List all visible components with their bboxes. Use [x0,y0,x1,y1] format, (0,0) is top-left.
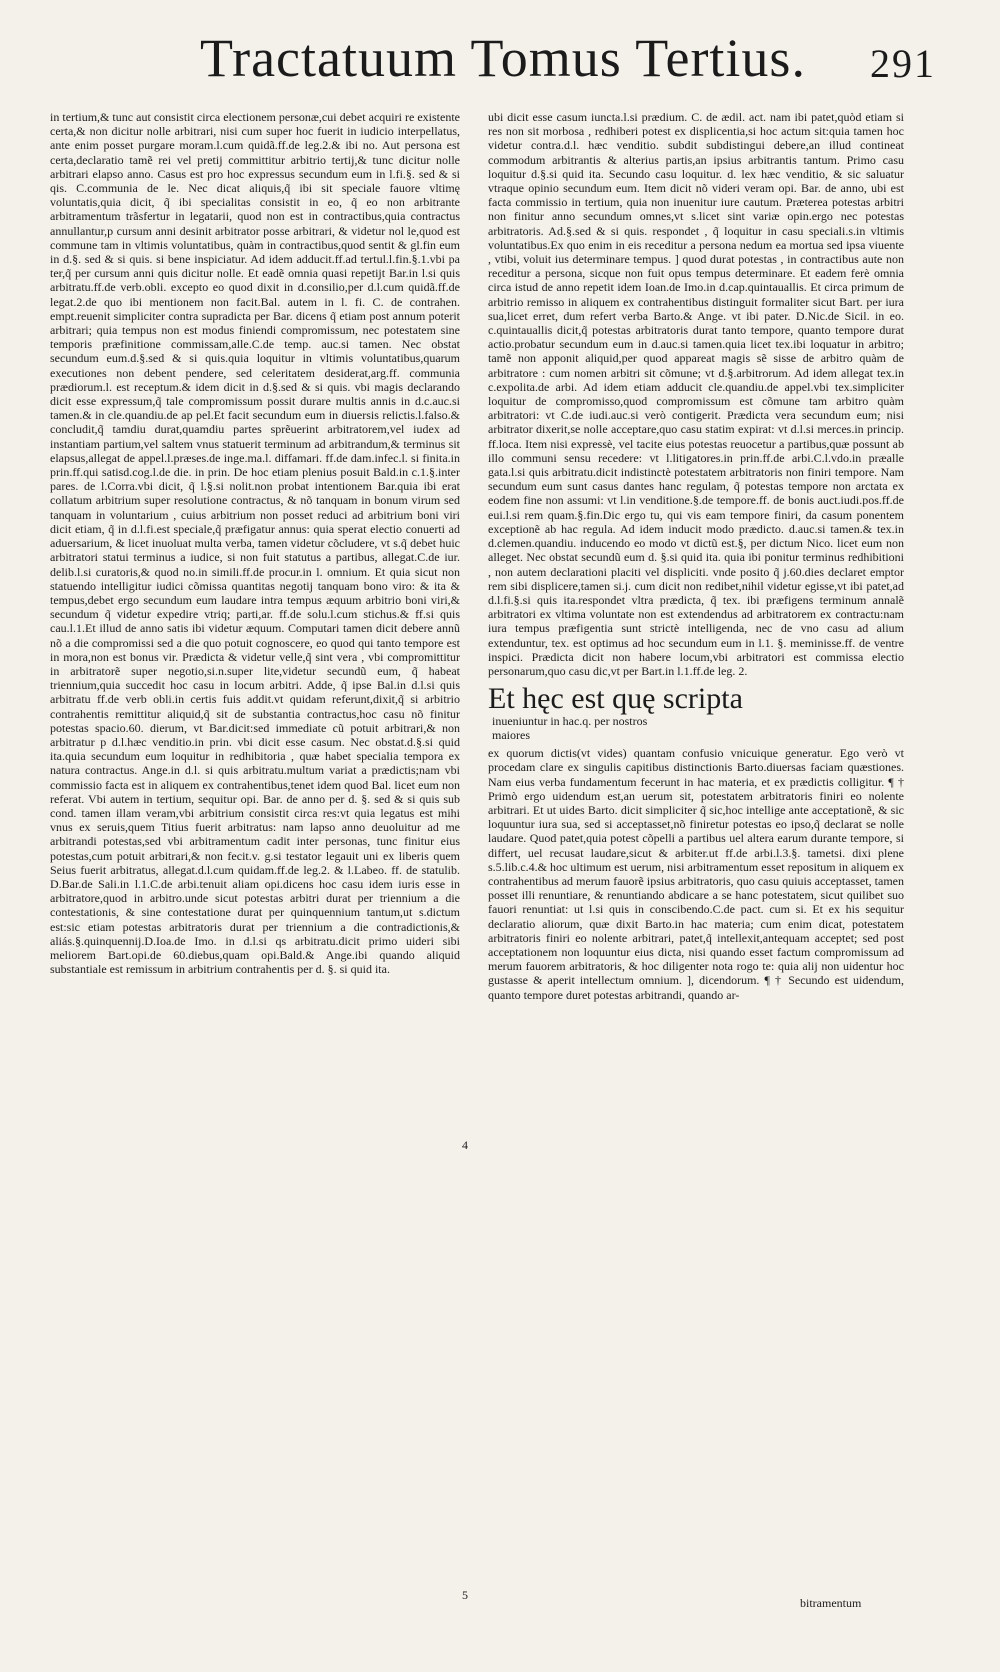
right-column-text-after: ex quorum dictis(vt vides) quantam confusio vnicuique generatur. Ego verò vt procedam clare ex singulis capitibus distinctionis Barto.diuersas faciam quæstiones. Nam eius verba fundamentum fecerunt in hac materia, et ex prædictis colligitur. ¶ † Primò ergo uidendum est,an uerum sit, potestatem arbitratoris finiri eo nolente arbitrari. Et ut uides Barto. dicit simpliciter q̃ sic,hoc intellige ante acceptationẽ, & sic loquuntur iura sua, sed si acceptasset,nõ finiretur potestas eo ipso,q̃ declarat se nolle laudare. Quod patet,quia potest cõpelli a partibus uel altera earum durante tempore, si differt, uel recusat laudare,sicut & arbiter.ut ff.de arbi.l.3.§. tametsi. dixi plene s.5.lib.c.4.& hoc ultimum est uerum, nisi arbitramentum esset repositum in aliquem ex contrahentibus ad merum fauorẽ ipsius arbitratoris, quo casu quiuis acceptasset, tamen posset illi renuntiare, & renuntiando abdicare a se hanc potestatem, sicut quilibet suo fauori renuntiat: ut l.si quis in conscibendo.C.de pact. cum si. Et ex his sequitur declaratio aliorum, quæ dixit Barto.in hac materia; cum enim dicat, potestatem arbitratoris finiri eo nolente arbitrari, patet,q̃ intellexit,antequam acceptet; sed post acceptationem non loquuntur eius dicta, nisi quando esset factum compromissum ad merum fauorem arbitratoris, & hoc diligenter nota rogo te: quia alij non uidentur hoc gustasse & aperit intellectum omnium. ], dicendorum. ¶ † Secundo est uidendum, quanto tempore duret potestas arbitrandi, quando ar- [488,746,904,1002]
running-title: Tractatuum Tomus Tertius. [200,28,806,88]
page-header [0,0,1000,100]
right-column [488,110,904,1600]
right-column-text-before: ubi dicit esse casum iuncta.l.si prædium. C. de ædil. act. nam ibi patet,quòd etiam si res non sit morbosa , redhiberi potest ex displicentia,si hoc actum sit:quia tamen hoc videtur contra.d.l. hæc venditio. subdit subdistingui debere,an illud contineat commodum arbitrantis & alterius partis,an ipsius arbitrantis tantum. Primo casu loquitur d.§.si quid ita. Secundo casu loquitur. d. lex hæc venditio, & sic saluatur vtraque opinio secundum eum. Item dicit nõ videri veram opi. Bar. de anno, ubi est facta commissio in tertium, quia non inuenitur iure cautum. Præterea potestas arbitri non finitur anno secundum omnes,vt s.licet sint variæ opin.ergo nec potestas arbitratoris. Ad.§.sed & si quis. respondet , q̃ loquitur in casu speciali.s.in vltimis voluntatibus.Ex quo enim in eis receditur a persona nedum ea mortua sed ipsa viuente , vtibi, voluit ius determinare tempus. ] quod durat potestas , in contractibus aute non receditur a persona, sicque non fuit opus tempus determinare. Et eadem ferè omnia circa istud de anno repetit idem Ioan.de Imo.in d.cap.quintauallis. Et circa primum de arbitrio remisso in aliquem ex contrahentibus distinguit formaliter sicut Bart. per iura sua,licet erret, dum refert verba Barto.& Ange. vt ibi pater. D.Nic.de Sicil. in eo. c.quintauallis dicit,q̃ potestas arbitratoris durat tanto tempore, quanto tempore durat actio.probatur secundum eum in d.auc.si tamen.quia licet tex.ibi loquatur in arbitro; tamẽ non apponit aliquid,per quod appareat magis sẽ sisse de arbitro quàm de arbitratore : cum nomen arbitri sit cõmune; vt d.§.arbitrorum. Ad idem allegat tex.in c.expolita.de arbi. Ad idem etiam adducit cle.quandiu.de appel.vbi tex.simpliciter loquitur de compromisso,quod compromissum est cõmune tam arbitro quàm arbitratori: vt C.de iudi.auc.si verò contigerit. Prædicta vera secundum eum; nisi arbitrator dixerit,se nolle acceptare,quo casu statim expirat: vt d.l.si merces.in princip. ff.loca. Item nisi expressè, vel tacite eius potestas reuocetur a partibus,quæ possunt ab illo communi sensu recedere: vt l.litigatores.in prin.ff.de arbi.C.l.vdo.in præalle gata.l.si quis arbitratu.dicit indistinctè potestatem arbitratoris non finiri tempore. Nam secundum eum sunt casus dantes hanc regulam, q̃ potestas tempore non arctata ex eodem fine non assumi: vt l.in venditione.§.de tempore.ff. de bonis auct.iudi.pos.ff.de eui.l.si rem quam.§.fin.Dic ergo tu, qui vis eam tempore finiri, da casum ponentem exceptionẽ ab hac regula. Ad idem inducit modo prædicto. d.auc.si tamen.& tex.in d.clemen.quandiu. inducendo eo modo vt dictũ est.§, per dictum Nico. licet eum non alleget. Nec obstat secundũ eum d. §.si quid ita. quia ibi ponitur terminus redhibitioni , non autem declarationi placiti vel displiciti. vnde posito q̃ j.60.dies declaret emptor rem sibi displicere,tamen si.j. cum dicit non redibet,nihil videtur egisse,vt ibi patet,ad d.l.fi.§.si quis ita.respondet vltra prædicta, q̃ tex. ibi præfigens terminum annalẽ arbitratori ex vltima voluntate non est extendendus ad arbitratorem ex contractu:nam iura tempus præfigentia sunt strictè intelligenda, nec de vno casu ad alium extenduntur, tex. est optimus ad hoc secundum eum in l.1. §. meminisse.ff. de ventre inspici. Prædicta dicit non habere locum,vbi arbitratori est commissa electio personarum,quo casu dic,vt per Bart.in l.1.ff.de leg. 2. [488,110,904,678]
margin-number-5: 5 [462,1588,468,1602]
section-heading [488,684,904,744]
section-heading-tail: inueniuntur in hac.q. per nostros maiores [492,714,648,743]
left-column [50,110,460,1600]
margin-number-4: 4 [462,1138,468,1152]
folio-number: 291 [870,41,936,86]
catchword: bitramentum [800,1596,862,1610]
section-heading-large: Et hęc est quę scripta [488,682,743,716]
left-column-text: in tertium,& tunc aut consistit circa electionem personæ,cui debet acquiri re existente certa,& non dicitur nolle arbitrari, nisi cum super hoc fuerit in iudicio interpellatus, ante enim posset purgare moram.l.cum quidã.ff.de leg.2.& ibi no. Aut persona est certa,declaratio tamẽ rei vel pretij committitur arbitrio tertij,& tunc dicitur nolle arbitrari elapso anno. Casus est pro hoc expressus secundum eum in l.fi.§. sed & si qis. C.communia de le. Nec dicat aliquis,q̃ ibi sit speciale fauore vltimę voluntatis,quia dicit, q̃ ibi specialitas consistit in eo, q̃ eo non arbitrante arbitramentum trãsfertur in legatarii, quod non est in contractibus,quia contractus annullantur,p cursum anni desinit arbitrator posse arbitrari, & videtur nol le,quod est commune tam in vltimis voluntatibus, quàm in contractibus,quod sentit & gl.fin eum in d.§. sed & si quis. si bene inspiciatur. Ad idem adducit.ff.ad tertul.l.fin.§.1.vbi pa ter,q̃ per cursum anni quis dicitur nolle. Et eadẽ omnia quasi repetijt Bar.in l.si quis arbitratu.ff.de verb.obli. excepto eo quod dixit in d.consilio,per d.l.cum quidã.ff.de legat.2.de quo ibi mentionem non facit.Bal. autem in l. fi. C. de contrahen. empt.reuenit simpliciter contra supradicta per Bar. dicens q̃ etiam post annum poterit arbitrari; quia tempus non est modus finiendi compromissum, nec potestatem sine temporis præfinitione commissam,alle.C.de temp. auc.si tamen. Nec obstat secundum eum.d.§.sed & si quis.quia loquitur in vltimis voluntatibus,quarum executiones non debent pendere, sed celeritatem desiderat,arg.ff. communia prædiorum.l. est receptum.& idem dicit in d.§.sed & si quis. vbi magis declarando dicit esse expressum,q̃ tale compromissum possit durare multis annis in d.c.auc.si tamen.& in cle.quandiu.de ap pel.Et facit secundum eum in diuersis relictis.l.falso.& concludit,q̃ tamdiu durat,quamdiu partes sprẽuerint arbitratorem,vel iudex ad instantiam partium,vel saltem vnus statuerit terminum ad arbitrandum,& terminus sit elapsus,allegat de appel.l.præses.de inge.ma.l. diffamari. ff.de dam.infec.l. si finita.in prin.ff.qui satisd.cog.l.de die. in prin. De hoc etiam plenius posuit Bald.in c.1.§.inter pares. de l.Corra.vbi dicit, q̃ l.§.si nolit.non probat intentionem Bar.quia ibi erat collatum arbitrium super resolutione contractus, & nõ tanquam in bonum virum sed tanquam in voluntarium , cuius arbitrium non posset reduci ad arbitrium boni viri dicit etiam, q̃ in d.l.fi.est speciale,q̃ præfigatur annus: quia sperat electio conuerti ad aduersarium, & licet inuoluat multa verba, tamen videtur cõcludere, vt s.q̃ debet huic arbitratori statui terminus a iudice, si non fuit statutus a partibus, allegat.C.de iur. delib.l.si curatoris,& quod no.in simili.ff.de procur.in l. omnium. Et quia sicut non statuendo intelligitur iudici cõmissa quantitas negotij tanquam bono viro: & ita & tempus,debet ergo secundum eum laudare intra tempus æquum arbitrio boni viri,& secundum q̃ videtur expedire vtriq; parti,ar. ff.de solu.l.cum stichus.& ff.si quis cau.l.1.Et illud de anno satis ibi videtur æquum. Computari tamen dicit debere annũ nõ a die compromissi sed a die quo potuit cognoscere, eo quod qui tanto tempore est in mora,non est bonus vir. Prædicta & videtur velle,q̃ sint vera , vbi compromittitur in arbitratorẽ super negotio,si.n.super lite,videtur secundũ eum, q̃ habeat triennium,quia succedit hoc casu in locum arbitri. Adde, q̃ ipse Bal.in d.l.si quis arbitratu ff.de verb obli.in certis fuis addit.vt quidam referunt,dixit,q̃ si arbitrio contrahentis remittitur aliquid,q̃ sit de substantia contractus,hoc casu nõ finitur potestas spacio.60. dierum, vt Bar.dicit:sed immediate cũ potuit arbitrari,& non arbitratur p d.l.hæc venditio.in prin. vbi dicit esse casum. Nec obstat.d.§.si quid ita.quia secundum eum loquitur in redhibitoria , quæ habet specialia tempora ex natura contractus. Ange.in d.l. si quis arbitratu.multum variat a prædictis;nam vbi commissio facta est in aliquem ex contrahentibus,tenet idem quod Bal. licet eum non referat. Vbi autem in tertium, sequitur opi. Bar. de anno per d. §. sed & si quis sub cond. tamen illam veram,vbi arbitrium consistit circa res:vt quia legatus est mihi vnus ex seruis,quem Titius fuerit arbitratus: nam lapso anno deuoluitur ad me arbitrandi potestas,sed vbi arbitramentum cadit inter personas, tunc finitur eius potestas,cum potuit arbitrari,& non fecit.v. g.si testator legauit uni ex liberis quem Seius fuerit arbitratus, allegat.d.l.cum quidam.ff.de leg.2. & l.Labeo. ff. de statulib. D.Bar.de Sali.in l.1.C.de arbi.tenuit aliam opi.dicens hoc casu idem iuris esse in arbitratore,quod in arbitro.unde sicut potestas arbitri durat per triennium a die contestationis, & sine contestatione durat per quinquennium tantum,ut s.dictum est:sic etiam potestas arbitratoris durat per triennium a die contradictionis,& aliás.§.quinquennij.D.Ioa.de Imo. in d.l.si qs arbitratu.dicit primo uideri sibi meliorem Bart.opi.de 60.diebus,quam opi.Bald.& Ange.ibi quando aliquid substantiale est remissum in arbitrium contrahentis per d. §. si quid ita. [50,110,460,977]
